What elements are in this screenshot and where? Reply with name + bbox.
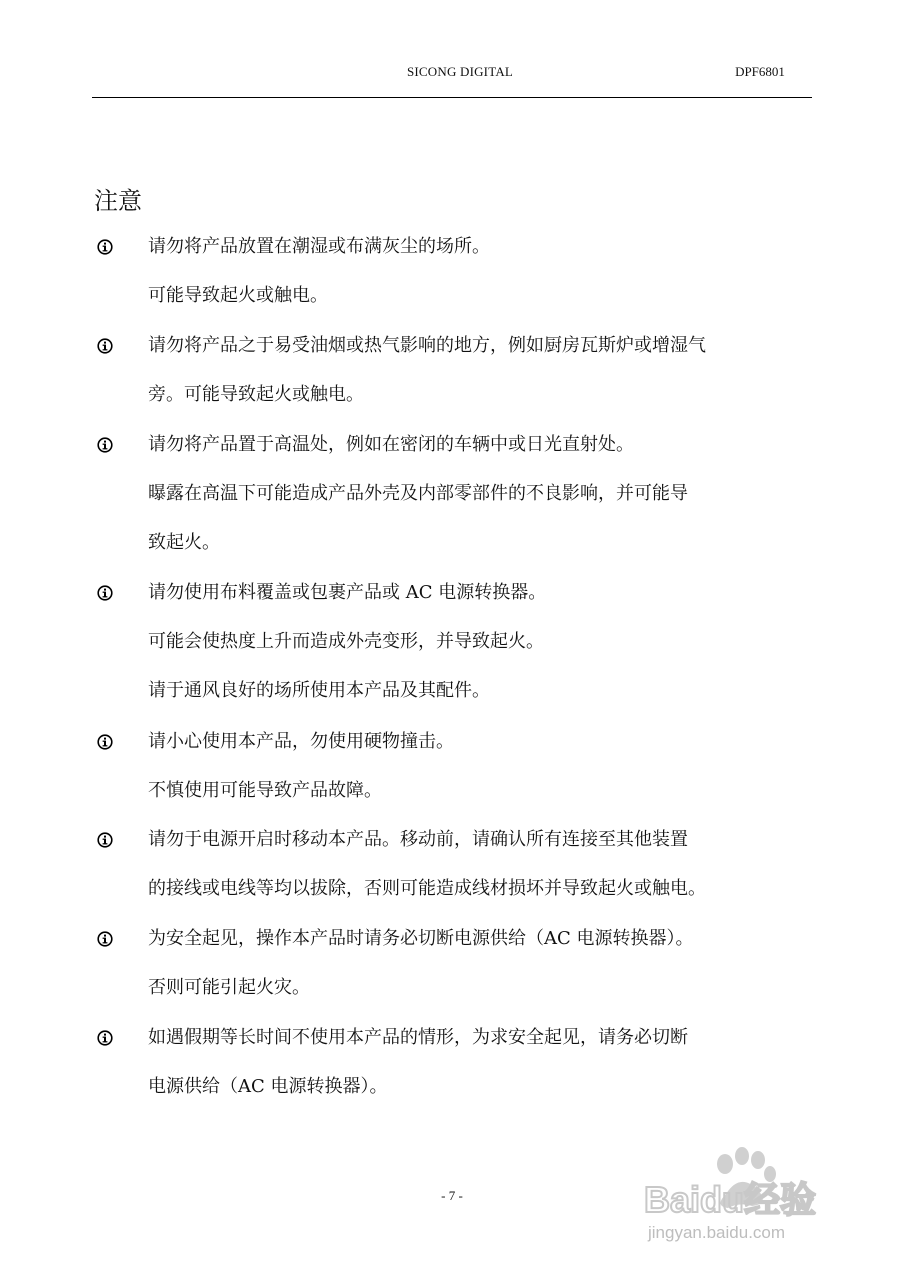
info-circle-icon xyxy=(97,1030,113,1046)
notice-item xyxy=(92,1023,812,1121)
info-circle-icon xyxy=(97,585,113,601)
notice-line: 电源供给（AC 电源转换器）。 xyxy=(148,1076,388,1097)
notice-item xyxy=(92,578,812,725)
watermark-brand: Baidu经验 xyxy=(644,1179,817,1220)
notice-line: 请勿于电源开启时移动本产品。移动前，请确认所有连接至其他装置 xyxy=(148,829,688,850)
notice-item xyxy=(92,331,812,429)
notice-item xyxy=(92,825,812,923)
notice-line: 请于通风良好的场所使用本产品及其配件。 xyxy=(148,680,490,701)
header-model: DPF6801 xyxy=(735,64,785,79)
watermark-url: jingyan.baidu.com xyxy=(648,1223,786,1242)
notice-line: 请小心使用本产品，勿使用硬物撞击。 xyxy=(148,731,454,752)
info-circle-icon xyxy=(97,437,113,453)
notice-line: 可能会使热度上升而造成外壳变形，并导致起火。 xyxy=(148,631,544,652)
header-company: SICONG DIGITAL xyxy=(406,64,514,79)
notice-item xyxy=(92,727,812,825)
info-circle-icon xyxy=(97,338,113,354)
notice-line: 不慎使用可能导致产品故障。 xyxy=(148,780,382,801)
notice-line: 致起火。 xyxy=(148,532,220,553)
notice-item xyxy=(92,232,812,330)
info-circle-icon xyxy=(97,832,113,848)
notice-line: 旁。可能导致起火或触电。 xyxy=(148,384,364,405)
baidu-watermark xyxy=(640,1142,860,1252)
info-circle-icon xyxy=(97,239,113,255)
info-circle-icon xyxy=(97,931,113,947)
notice-line: 曝露在高温下可能造成产品外壳及内部零部件的不良影响，并可能导 xyxy=(148,483,688,504)
header-divider xyxy=(92,97,812,98)
notice-line: 可能导致起火或触电。 xyxy=(148,285,328,306)
notice-line: 的接线或电线等均以拔除，否则可能造成线材损坏并导致起火或触电。 xyxy=(148,878,706,899)
notice-line: 为安全起见，操作本产品时请务必切断电源供给（AC 电源转换器）。 xyxy=(148,928,694,949)
notice-item xyxy=(92,430,812,577)
notice-line: 否则可能引起火灾。 xyxy=(148,977,310,998)
info-circle-icon xyxy=(97,734,113,750)
section-title: 注意 xyxy=(94,187,142,215)
notice-line: 请勿将产品之于易受油烟或热气影响的地方，例如厨房瓦斯炉或增湿气 xyxy=(148,335,706,356)
notice-line: 请勿将产品置于高温处，例如在密闭的车辆中或日光直射处。 xyxy=(148,434,634,455)
notice-line: 请勿使用布料覆盖或包裹产品或 AC 电源转换器。 xyxy=(148,582,547,603)
notice-line: 请勿将产品放置在潮湿或布满灰尘的场所。 xyxy=(148,236,490,257)
notice-line: 如遇假期等长时间不使用本产品的情形，为求安全起见，请务必切断 xyxy=(148,1027,688,1048)
notice-item xyxy=(92,924,812,1022)
page-number: - 7 - xyxy=(441,1188,463,1203)
